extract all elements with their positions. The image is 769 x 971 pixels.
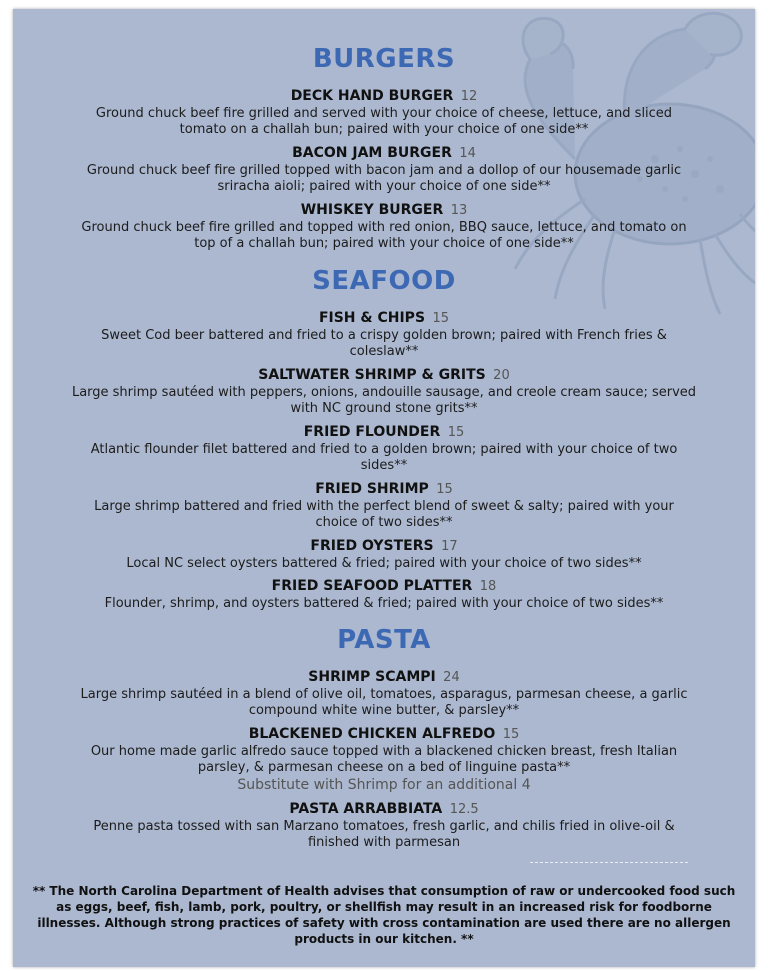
item-description: Sweet Cod beer battered and fried to a crispy golden brown; paired with French fries & coleslaw** — [101, 328, 667, 359]
item-price: 13 — [450, 203, 468, 218]
menu-item-title — [13, 801, 755, 818]
item-name: BLACKENED CHICKEN ALFREDO — [248, 726, 496, 742]
item-price: 18 — [479, 579, 497, 594]
item-price: 14 — [459, 146, 476, 161]
item-name: PASTA ARRABBIATA — [289, 801, 443, 817]
menu-item-title — [13, 726, 755, 743]
health-disclaimer: ** The North Carolina Department of Health advises that consumption of raw or undercooked food such as eggs, beef, fish, lamb, pork, poultry, or shellfish may result in an increased risk for foodborne illnesses. Although strong practices of safety with cross contamination are used there are no allergen products in our kitchen. ** — [32, 884, 736, 946]
item-price: 12 — [460, 89, 478, 104]
item-description: Large shrimp battered and fried with the perfect blend of sweet & salty; paired with your choice of two sides** — [94, 499, 674, 530]
menu-item-title — [13, 202, 755, 219]
section-heading-seafood: SEAFOOD — [312, 266, 456, 296]
item-name: FRIED OYSTERS — [310, 538, 434, 554]
menu-item-title — [13, 424, 755, 441]
item-name: FRIED SHRIMP — [315, 481, 429, 497]
menu-item-title — [13, 481, 755, 498]
menu-item-title — [13, 310, 755, 327]
section-heading-burgers: BURGERS — [312, 44, 456, 74]
item-price: 20 — [493, 368, 510, 383]
item-description: Local NC select oysters battered & fried; paired with your choice of two sides** — [126, 556, 642, 571]
item-price: 17 — [441, 539, 458, 554]
item-name: WHISKEY BURGER — [300, 202, 444, 218]
item-description: Penne pasta tossed with san Marzano tomatoes, fresh garlic, and chilis fried in olive-oil & finished with parmesan — [93, 819, 675, 850]
item-price: 15 — [502, 727, 520, 742]
menu-item-title — [13, 538, 755, 555]
menu-item-title — [13, 88, 755, 105]
item-description: Large shrimp sautéed in a blend of olive oil, tomatoes, asparagus, parmesan cheese, a garlic compound white wine butter, & parsley** — [80, 687, 688, 718]
item-name: SHRIMP SCAMPI — [308, 669, 436, 685]
section-heading-pasta: PASTA — [337, 625, 431, 655]
item-description: Ground chuck beef fire grilled and served with your choice of cheese, lettuce, and sliced tomato on a challah bun; paired with your choice of one side** — [95, 106, 673, 137]
menu-page — [13, 9, 755, 967]
item-name: FISH & CHIPS — [318, 310, 426, 326]
substitution-note: Substitute with Shrimp for an additional 4 — [237, 777, 531, 793]
item-description: Ground chuck beef fire grilled and topped with red onion, BBQ sauce, lettuce, and tomato on top of a challah bun; paired with your choice of one side** — [81, 220, 687, 251]
menu-item-title — [13, 145, 755, 162]
menu-item-title — [13, 669, 755, 686]
item-description: Our home made garlic alfredo sauce topped with a blackened chicken breast, fresh Italian parsley, & parmesan cheese on a bed of linguine pasta** — [90, 744, 678, 775]
item-name: FRIED FLOUNDER — [303, 424, 441, 440]
item-description: Ground chuck beef fire grilled topped with bacon jam and a dollop of our housemade garlic sriracha aioli; paired with your choice of one side** — [86, 163, 682, 194]
item-price: 15 — [432, 311, 450, 326]
item-name: SALTWATER SHRIMP & GRITS — [258, 367, 486, 383]
item-name: DECK HAND BURGER — [290, 88, 454, 104]
item-price: 15 — [436, 482, 453, 497]
item-description: Large shrimp sautéed with peppers, onions, andouille sausage, and creole cream sauce; served with NC ground stone grits** — [71, 385, 697, 416]
item-price: 15 — [447, 425, 465, 440]
menu-item-title — [13, 367, 755, 384]
item-description: Atlantic flounder filet battered and fried to a golden brown; paired with your choice of two sides** — [90, 442, 678, 473]
item-price: 24 — [443, 670, 460, 685]
menu-item-title — [13, 578, 755, 595]
dotted-divider — [530, 862, 688, 863]
item-name: BACON JAM BURGER — [292, 145, 452, 161]
item-name: FRIED SEAFOOD PLATTER — [271, 578, 473, 594]
item-price: 12.5 — [449, 802, 479, 817]
item-description: Flounder, shrimp, and oysters battered & fried; paired with your choice of two sides** — [104, 596, 664, 611]
